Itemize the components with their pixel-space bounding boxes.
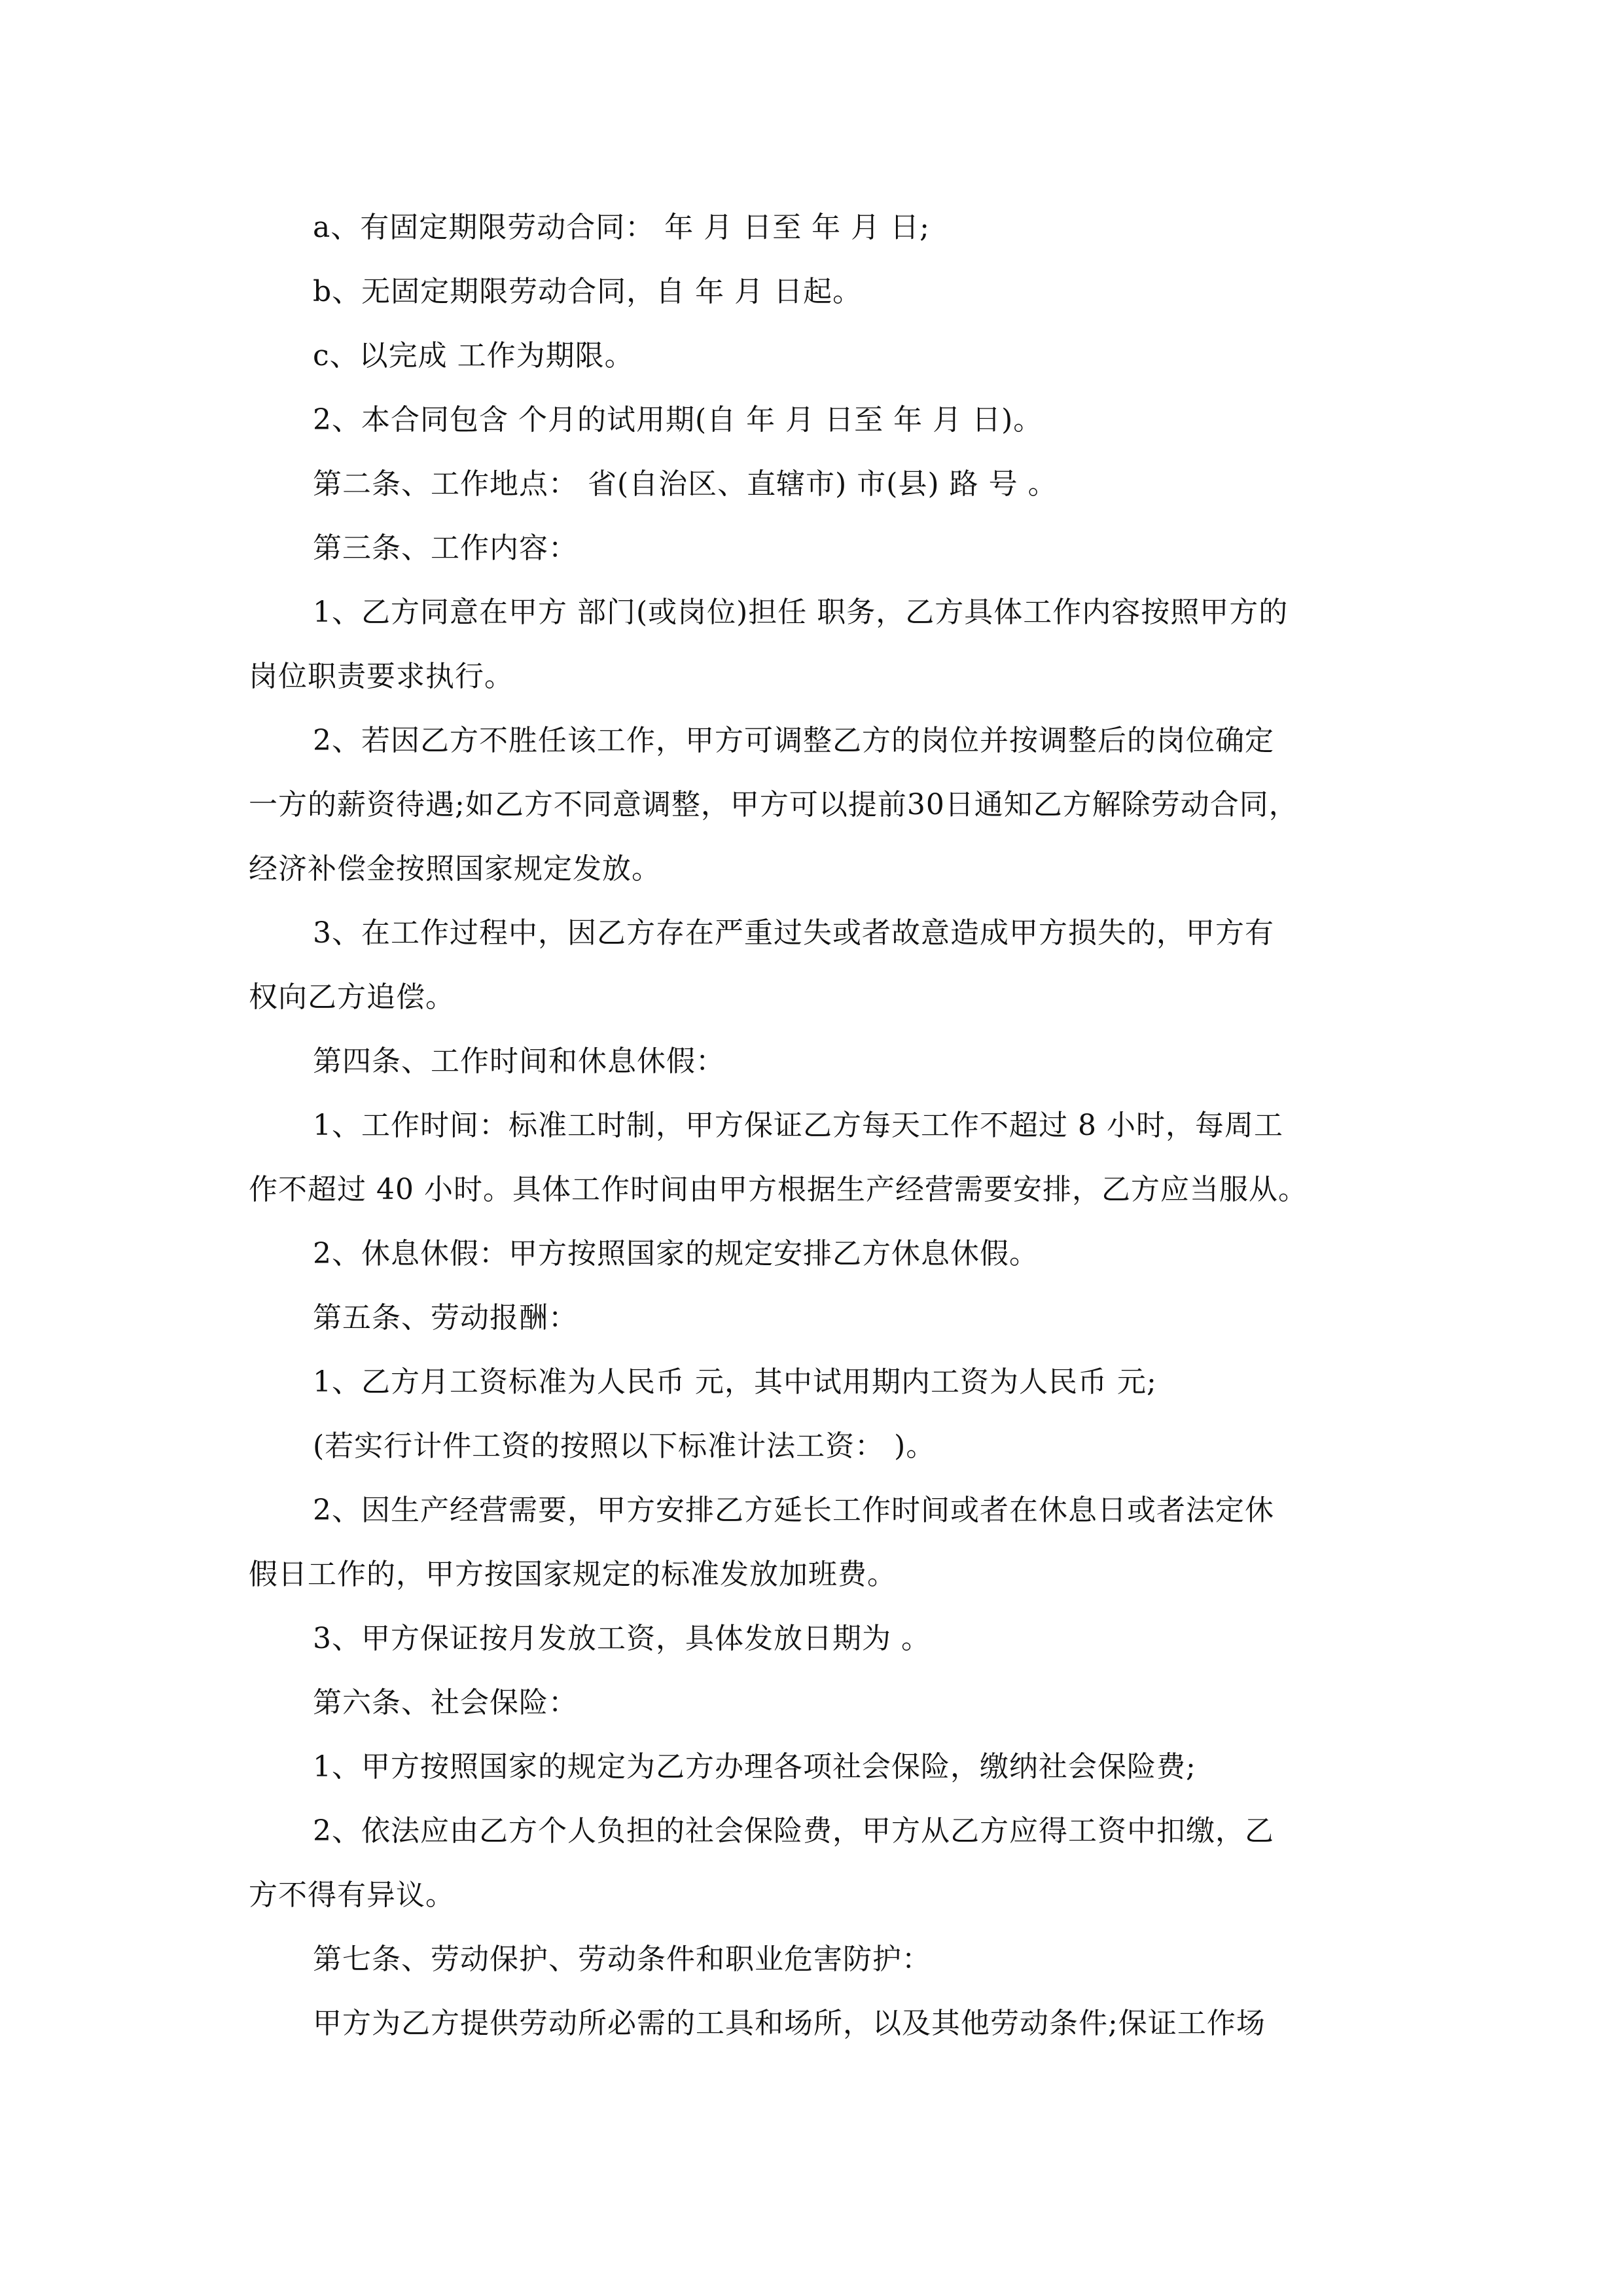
- article-5-item-1: 1、乙方月工资标准为人民币 元，其中试用期内工资为人民币 元;: [313, 1365, 1157, 1399]
- task-term-option: c、以完成 工作为期限。: [313, 339, 634, 372]
- article-3-heading: 第三条、工作内容：: [313, 531, 578, 565]
- article-4-item-2: 2、休息休假：甲方按照国家的规定安排乙方休息休假。: [313, 1237, 1039, 1270]
- article-3-item-2-line-3: 经济补偿金按照国家规定发放。: [249, 852, 661, 886]
- article-2-heading: 第二条、工作地点： 省(自治区、直辖市) 市(县) 路 号 。: [313, 467, 1058, 501]
- article-5-item-2-line-1: 2、因生产经营需要，甲方安排乙方延长工作时间或者在休息日或者法定休: [313, 1494, 1274, 1527]
- article-3-item-2-line-2: 一方的薪资待遇;如乙方不同意调整，甲方可以提前30日通知乙方解除劳动合同，: [249, 788, 1298, 821]
- probation-clause: 2、本合同包含 个月的试用期(自 年 月 日至 年 月 日)。: [313, 403, 1043, 437]
- article-5-piecework-note: (若实行计件工资的按照以下标准计法工资： )。: [313, 1429, 936, 1463]
- article-3-item-2-line-1: 2、若因乙方不胜任该工作，甲方可调整乙方的岗位并按调整后的岗位确定: [313, 724, 1274, 757]
- article-4-item-1-line-1: 1、工作时间：标准工时制，甲方保证乙方每天工作不超过 8 小时，每周工: [313, 1109, 1283, 1142]
- article-5-item-2-line-2: 假日工作的，甲方按国家规定的标准发放加班费。: [249, 1558, 897, 1591]
- article-3-item-1-line-2: 岗位职责要求执行。: [249, 660, 514, 693]
- article-7-heading: 第七条、劳动保护、劳动条件和职业危害防护：: [313, 1943, 931, 1976]
- article-6-heading: 第六条、社会保险：: [313, 1686, 578, 1719]
- fixed-term-option: a、有固定期限劳动合同： 年 月 日至 年 月 日;: [313, 211, 930, 244]
- article-3-item-3-line-2: 权向乙方追偿。: [249, 980, 455, 1014]
- article-5-item-3: 3、甲方保证按月发放工资，具体发放日期为 。: [313, 1622, 931, 1655]
- article-5-heading: 第五条、劳动报酬：: [313, 1301, 578, 1335]
- open-term-option: b、无固定期限劳动合同，自 年 月 日起。: [313, 275, 863, 308]
- article-4-heading: 第四条、工作时间和休息休假：: [313, 1045, 725, 1078]
- article-6-item-2-line-2: 方不得有异议。: [249, 1878, 455, 1912]
- article-6-item-2-line-1: 2、依法应由乙方个人负担的社会保险费，甲方从乙方应得工资中扣缴，乙: [313, 1814, 1274, 1848]
- article-6-item-1: 1、甲方按照国家的规定为乙方办理各项社会保险，缴纳社会保险费;: [313, 1750, 1196, 1784]
- article-3-item-1-line-1: 1、乙方同意在甲方 部门(或岗位)担任 职务，乙方具体工作内容按照甲方的: [313, 596, 1289, 629]
- article-4-item-1-line-2: 作不超过 40 小时。具体工作时间由甲方根据生产经营需要安排，乙方应当服从。: [249, 1173, 1308, 1206]
- article-3-item-3-line-1: 3、在工作过程中，因乙方存在严重过失或者故意造成甲方损失的，甲方有: [313, 916, 1274, 950]
- article-7-body-line-1: 甲方为乙方提供劳动所必需的工具和场所，以及其他劳动条件;保证工作场: [313, 2007, 1266, 2040]
